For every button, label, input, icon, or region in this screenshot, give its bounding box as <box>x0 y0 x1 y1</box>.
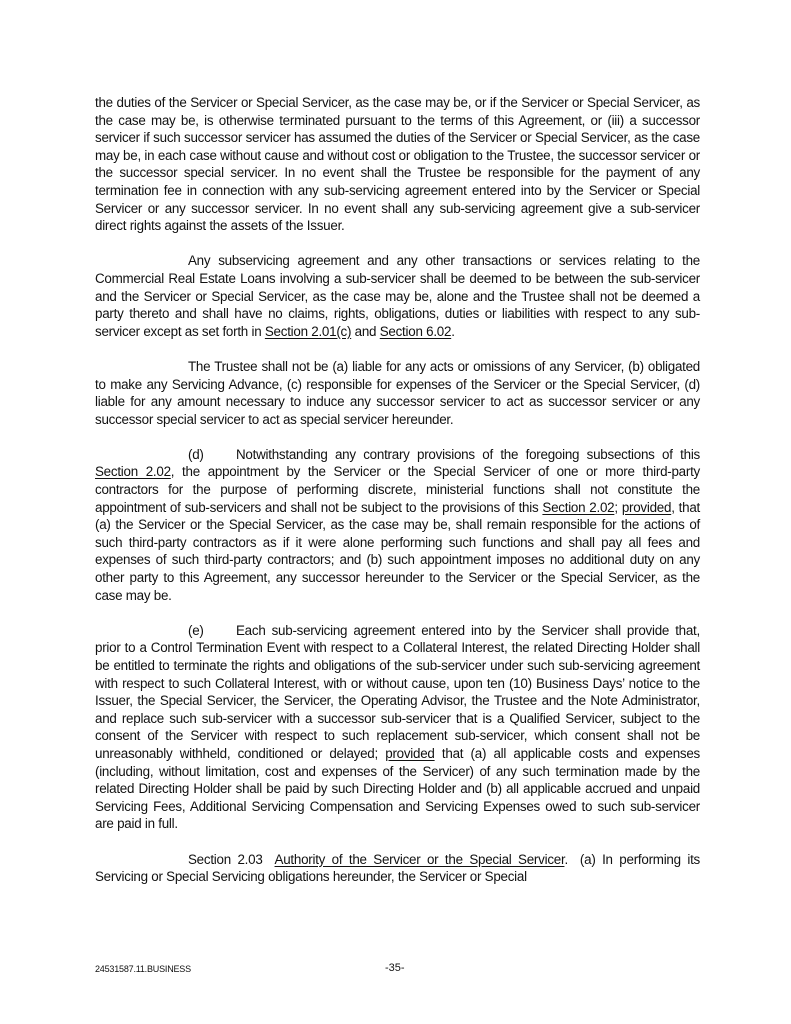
subsection-label: (d) <box>188 446 204 462</box>
paragraph-text: . <box>451 323 455 339</box>
paragraph-subsection-e <box>95 622 700 833</box>
subsection-label: (e) <box>188 622 204 638</box>
footer-page-number: -35- <box>385 962 405 974</box>
footer-document-id: 24531587.11.BUSINESS <box>95 964 191 974</box>
paragraph-text: , the appointment by the Servicer or the Special Servicer of one or more third-party contractors for the purpose of performing discrete, ministerial functions shall not constitute the appointment of sub-servicers and shall not be subject to the provisions of this <box>95 464 700 515</box>
paragraph-text: Notwithstanding any contrary provisions of the foregoing subsections of this <box>236 446 700 462</box>
section-2-03-heading-paragraph <box>95 851 700 886</box>
paragraph-subsection-d <box>95 446 700 604</box>
paragraph-text: ; <box>614 499 622 515</box>
section-title: Authority of the Servicer or the Special Servicer <box>274 851 565 867</box>
paragraph-text: , that (a) the Servicer or the Special Servicer, as the case may be, shall remain responsible for the actions of such third-party contractors as if it were alone performing such functions and shall pay all fees and expenses of such third-party contractors; and (b) such appointment imposes no additional duty on any other party to this Agreement, any successor hereunder to the Servicer or the Special Servicer, as the case may be. <box>95 499 700 603</box>
paragraph-text: Any subservicing agreement and any other transactions or services relating to the Commercial Real Estate Loans involving a sub-servicer shall be deemed to be between the sub-servicer and the Servicer or Special Servicer, as the case may be, alone and the Trustee shall not be deemed a party thereto and shall have no claims, rights, obligations, duties or liabilities with respect to any sub-servicer except as set forth in <box>95 253 700 339</box>
paragraph-trustee-liability <box>95 358 700 428</box>
paragraph-text: the duties of the Servicer or Special Servicer, as the case may be, or if the Servicer or Special Servicer, as the case may be, is otherwise terminated pursuant to the terms of this Agreement, or (iii) a successor servicer if such successor servicer has assumed the duties of the Servicer or Special Servicer, as the case may be, in each case without cause and without cost or obligation to the Trustee, the successor servicer or the successor special servicer. In no event shall the Trustee be responsible for the payment of any termination fee in connection with any sub-servicing agreement entered into by the Servicer or Special Servicer or any successor servicer. In no event shall any sub-servicing agreement give a sub-servicer direct rights against the assets of the Issuer. <box>95 95 700 234</box>
paragraph-text: and <box>351 323 380 339</box>
paragraph-text: The Trustee shall not be (a) liable for any acts or omissions of any Servicer, (b) obligated to make any Servicing Advance, (c) responsible for expenses of the Servicer or the Special Servicer, (d) liable for any amount necessary to induce any successor servicer to act as successor servicer or any successor special servicer to act as special servicer hereunder. <box>95 358 700 427</box>
paragraph-subservicing-agreement <box>95 252 700 340</box>
section-title-period: . <box>564 851 568 867</box>
section-reference-2-02: Section 2.02 <box>95 464 171 480</box>
paragraph-continuation <box>95 94 700 235</box>
section-reference-2-02: Section 2.02 <box>542 499 615 515</box>
section-number: Section 2.03 <box>188 851 263 867</box>
section-reference-6-02: Section 6.02 <box>379 323 452 339</box>
provided-term: provided <box>621 499 672 515</box>
section-reference-2-01c: Section 2.01(c) <box>264 323 352 339</box>
provided-term: provided <box>385 745 435 761</box>
paragraph-text: Each sub-servicing agreement entered into by the Servicer shall provide that, prior to a Control Termination Event with respect to a Collateral Interest, the related Directing Holder shall be entitled to terminate the rights and obligations of the sub-servicer under such sub-servicing agreement with respect to such Collateral Interest, with or without cause, upon ten (10) Business Days’ notice to the Issuer, the Special Servicer, the Servicer, the Operating Advisor, the Trustee and the Note Administrator, and replace such sub-servicer with a successor sub-servicer that is a Qualified Servicer, subject to the consent of the Servicer with respect to such replacement sub-servicer, which consent shall not be unreasonably withheld, conditioned or delayed; <box>95 622 700 761</box>
paragraph-text: (a) In performing its Servicing or Special Servicing obligations hereunder, the Servicer or Special <box>95 851 700 885</box>
paragraph-text: that (a) all applicable costs and expenses (including, without limitation, cost and expenses of the Servicer) of any such termination made by the related Directing Holder shall be paid by such Directing Holder and (b) all applicable accrued and unpaid Servicing Fees, Additional Servicing Compensation and Servicing Expenses owed to such sub-servicer are paid in full. <box>95 745 700 832</box>
document-body <box>95 94 700 903</box>
